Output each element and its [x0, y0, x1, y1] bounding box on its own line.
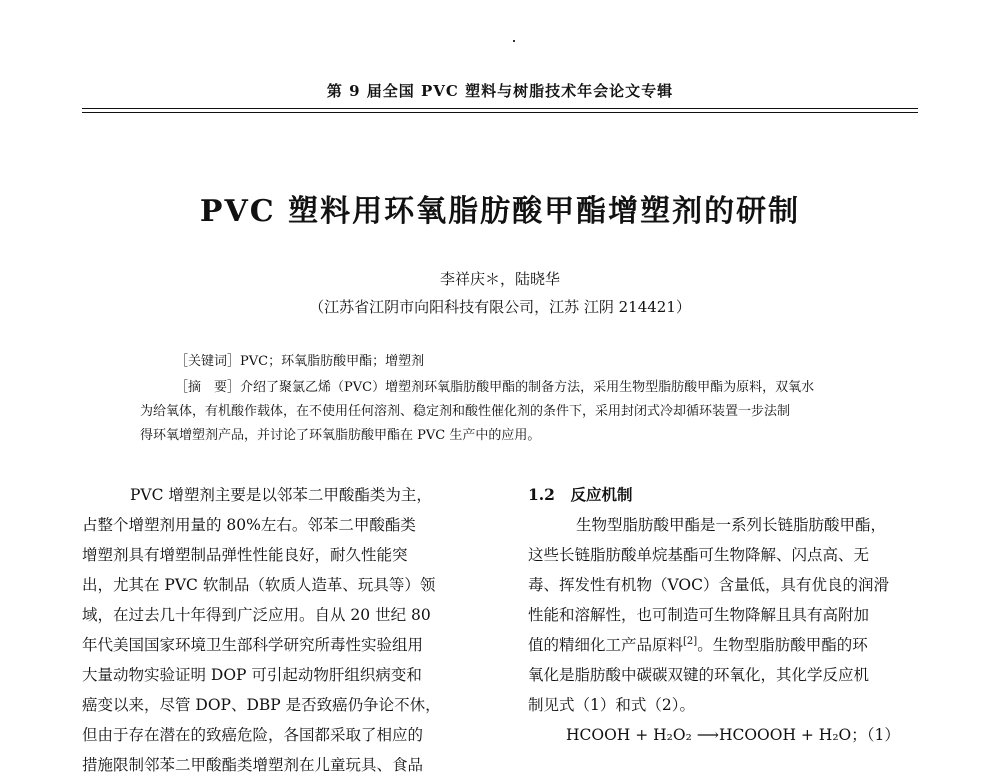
body-line: 年代美国国家环境卫生部科学研究所毒性实验组用	[82, 636, 424, 654]
affiliation: （江苏省江阴市向阳科技有限公司，江苏 江阴 214421）	[309, 298, 691, 316]
body-line: 性能和溶解性，也可制造可生物降解且具有高附加	[528, 606, 870, 624]
body-line: 癌变以来，尽管 DOP、DBP 是否致癌仍争论不休，	[82, 696, 441, 714]
header-rule-top	[82, 108, 918, 109]
equation-1: HCOOH + H₂O₂ ⟶HCOOOH + H₂O；（1）	[566, 726, 900, 744]
section-heading: 1.2 反应机制	[528, 485, 633, 504]
body-line: 出，尤其在 PVC 软制品（软质人造革、玩具等）领	[82, 576, 436, 594]
body-line: 但由于存在潜在的致癌危险，各国都采取了相应的	[82, 726, 424, 744]
abstract-line: ［摘 要］介绍了聚氯乙烯（PVC）增塑剂环氧脂肪酸甲酯的制备方法，采用生物型脂肪酸甲酯为原料，双氧水	[175, 380, 815, 395]
body-line: 占整个增塑剂用量的 80%左右。邻苯二甲酸酯类	[82, 516, 416, 534]
body-line-part: 。生物型脂肪酸甲酯的环	[697, 636, 868, 654]
keywords: ［关键词］PVC；环氧脂肪酸甲酯；增塑剂	[175, 354, 425, 369]
body-line: 增塑剂具有增塑制品弹性性能良好，耐久性能突	[82, 546, 408, 564]
page-dot	[513, 40, 515, 42]
header-rule-bottom	[82, 112, 918, 113]
body-line: 措施限制邻苯二甲酸酯类增塑剂在儿童玩具、食品	[82, 756, 424, 774]
body-line-part: 值的精细化工产品原料	[528, 636, 684, 654]
body-line: 氧化是脂肪酸中碳碳双键的环氧化，其化学反应机	[528, 666, 870, 684]
body-line	[528, 630, 920, 660]
body-line: 毒、挥发性有机物（VOC）含量低，具有优良的润滑	[528, 576, 889, 594]
body-line: 域，在过去几十年得到广泛应用。自从 20 世纪 80	[82, 606, 431, 624]
abstract-line: 为给氧体，有机酸作载体，在不使用任何溶剂、稳定剂和酸性催化剂的条件下，采用封闭式冷却循环装置一步法制	[140, 404, 791, 419]
body-line: 制见式（1）和式（2）。	[528, 696, 695, 714]
abstract-line: 得环氧增塑剂产品，并讨论了环氧脂肪酸甲酯在 PVC 生产中的应用。	[140, 428, 541, 443]
body-line: 大量动物实验证明 DOP 可引起动物肝组织病变和	[82, 666, 422, 684]
running-header: 第 9 届全国 PVC 塑料与树脂技术年会论文专辑	[326, 82, 674, 100]
citation-ref[interactable]: [2]	[683, 636, 698, 647]
paper-title: PVC 塑料用环氧脂肪酸甲酯增塑剂的研制	[199, 194, 801, 229]
body-line: 这些长链脂肪酸单烷基酯可生物降解、闪点高、无	[528, 546, 870, 564]
body-line: PVC 增塑剂主要是以邻苯二甲酸酯类为主，	[130, 486, 432, 504]
authors: 李祥庆＊，陆晓华	[439, 270, 560, 288]
right-column	[528, 480, 920, 750]
body-line: 生物型脂肪酸甲酯是一系列长链脂肪酸甲酯，	[576, 516, 887, 534]
left-column	[82, 480, 494, 780]
